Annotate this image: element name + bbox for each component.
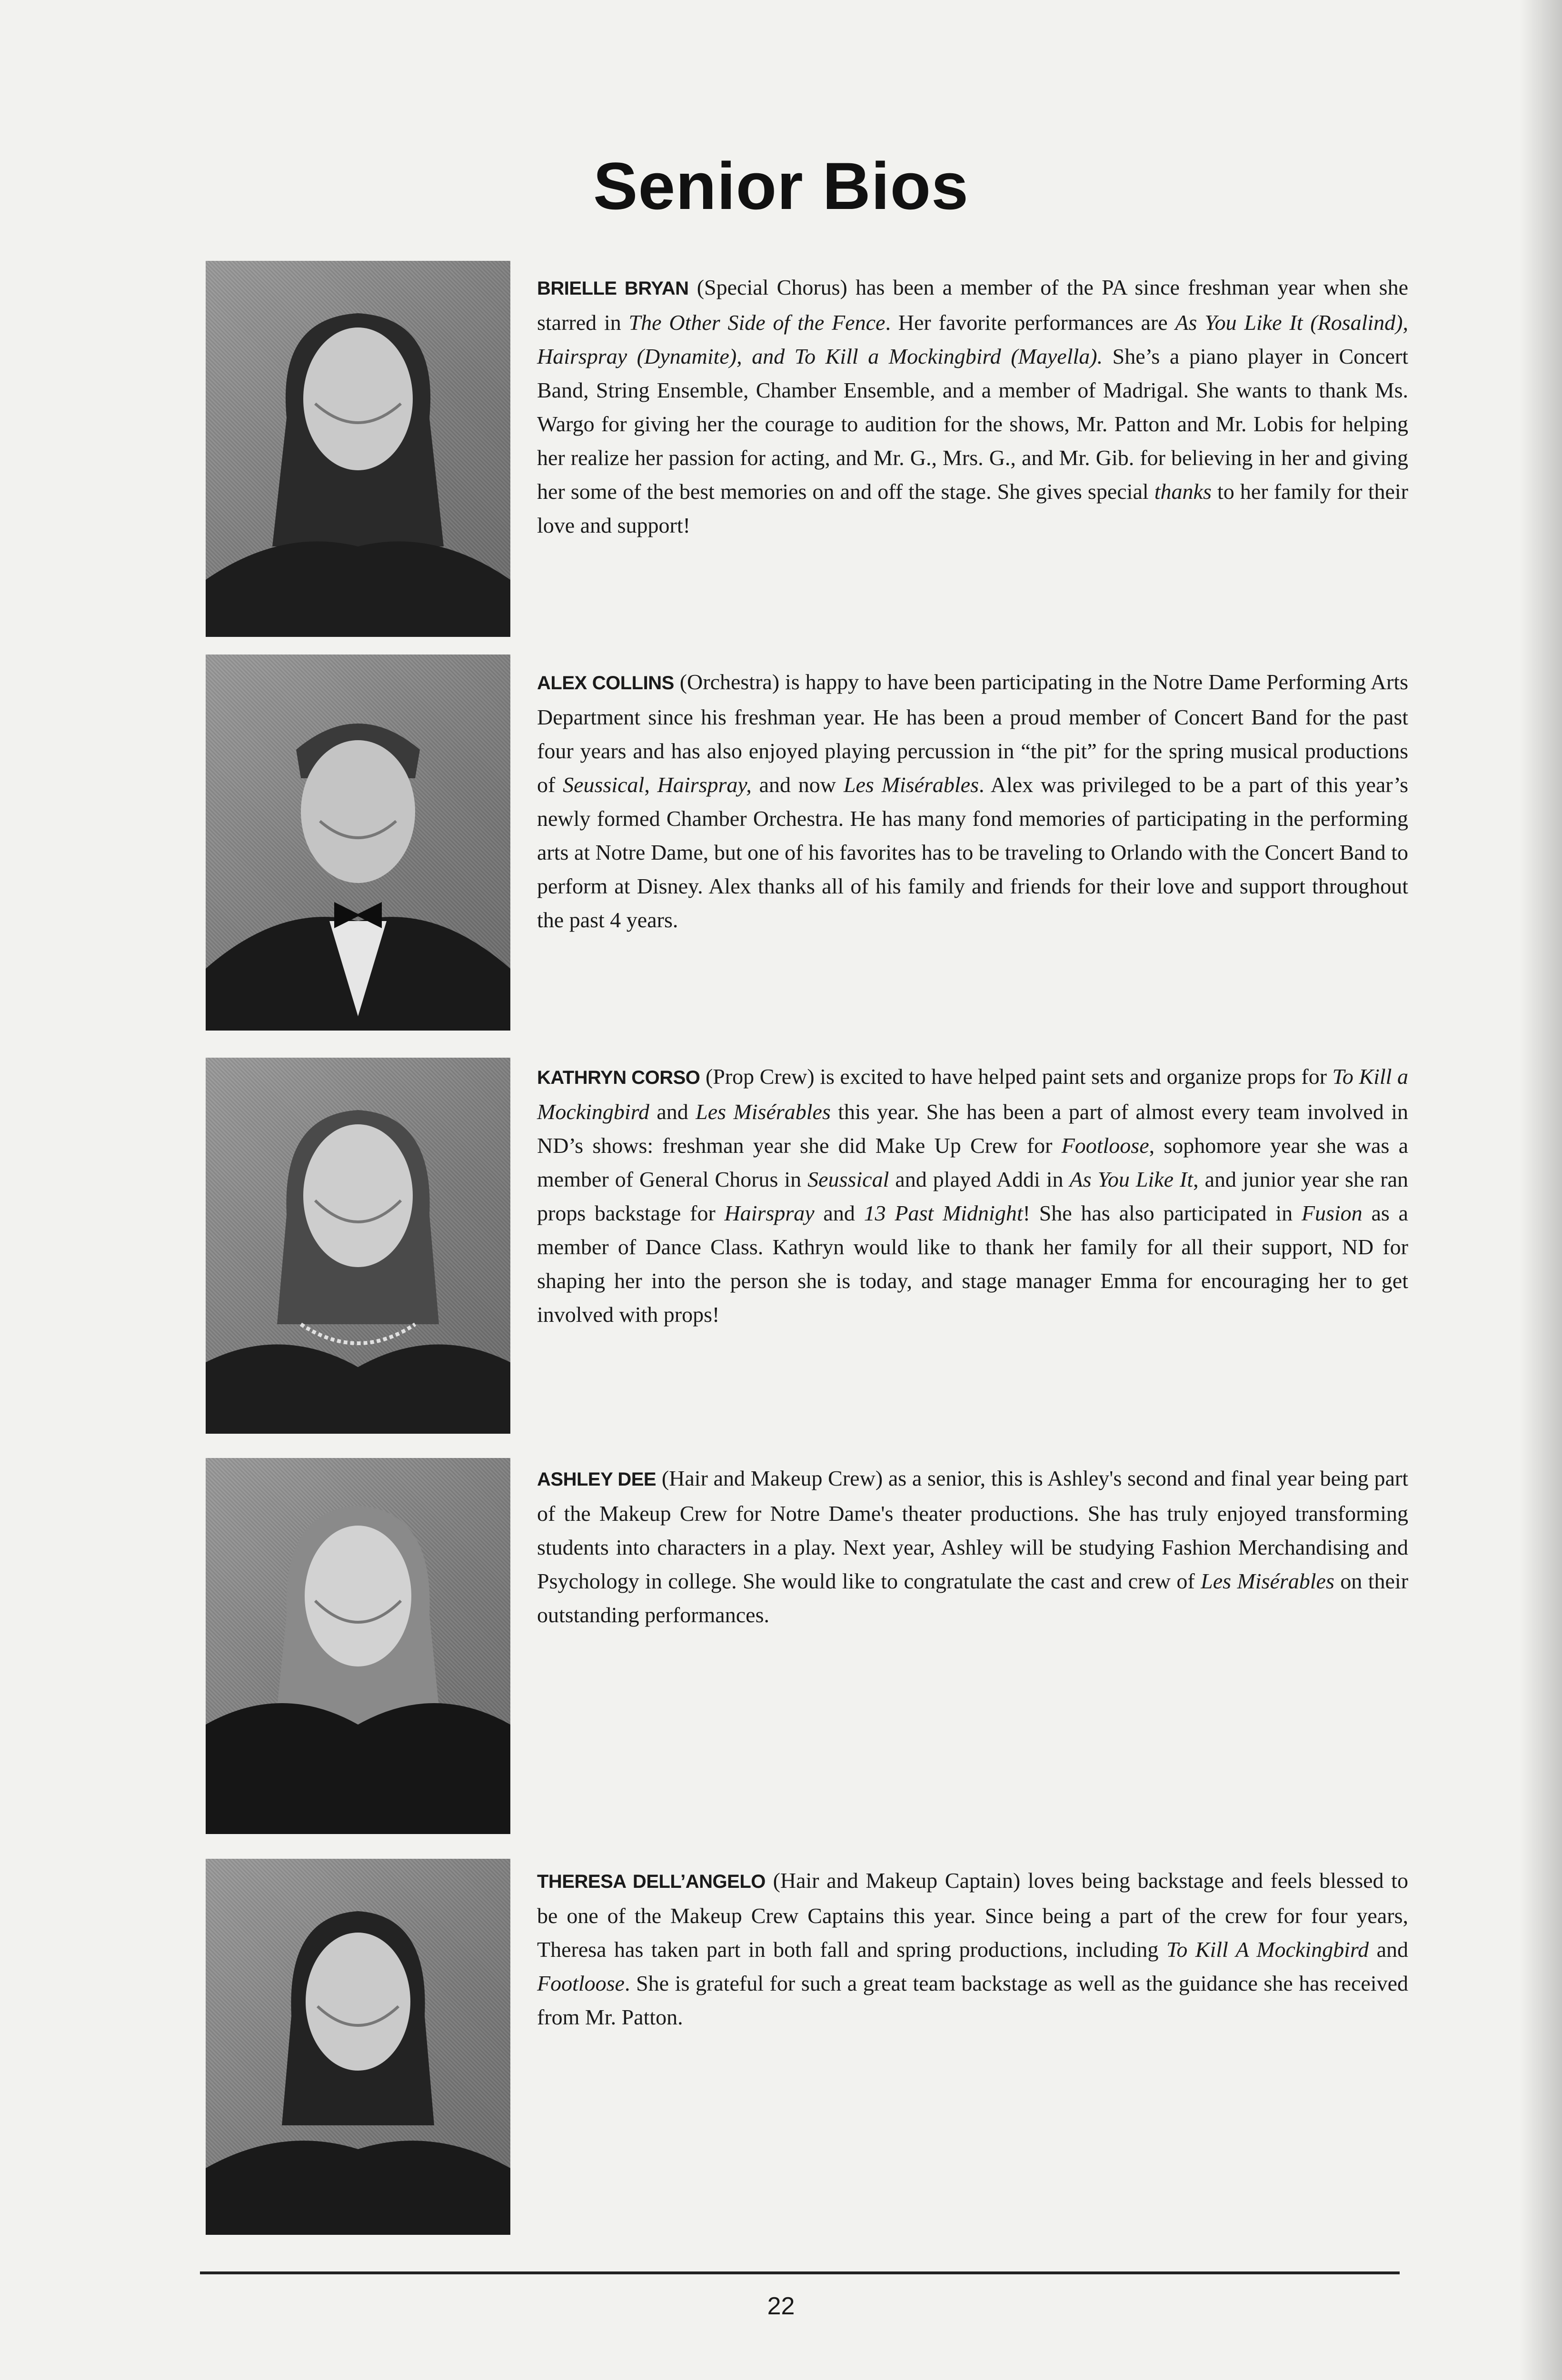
page-edge-shadow: [1519, 0, 1562, 2380]
bio-name: BRIELLE BRYAN: [537, 278, 689, 299]
senior-portrait-photo: [206, 1458, 510, 1834]
senior-portrait-photo: [206, 261, 510, 637]
bio-name: ALEX COLLINS: [537, 673, 674, 694]
footer-divider: [200, 2271, 1400, 2274]
bio-name: KATHRYN CORSO: [537, 1067, 700, 1088]
bio-brielle-bryan: BRIELLE BRYAN (Special Chorus) has been a member of the PA since freshman year when she starred in The Other Side of the Fence. Her favorite performances are As You Like It (Rosalind), Hairspray (Dynamite), and To Kill a Mockingbird (Mayella). She’s a piano player in Concert Band, String Ensemble, Chamber Ensemble, and a member of Madrigal. She wants to thank Ms. Wargo for giving her the courage to audition for the shows, Mr. Patton and Mr. Lobis for helping her realize her passion for acting, and Mr. G., Mrs. G., and Mr. Gib. for believing in her and giving her some of the best memories on and off the stage. She gives special thanks to her family for their love and support!: [537, 275, 1409, 537]
senior-portrait-photo: [206, 1859, 510, 2235]
bio-kathryn-corso: KATHRYN CORSO (Prop Crew) is excited to have helped paint sets and organize props for To Kill a Mockingbird and Les Misérables this year. She has been a part of almost every team involved in ND’s shows: freshman year she did Make Up Crew for Footloose, sophomore year she was a member of General Chorus in Seussical and played Addi in As You Like It, and junior year she ran props backstage for Hairspray and 13 Past Midnight! She has also participated in Fusion as a member of Dance Class. Kathryn would like to thank her family for all their support, ND for shaping her into the person she is today, and stage manager Emma for encouraging her to get involved with props!: [537, 1064, 1409, 1327]
senior-portrait-photo: [206, 654, 510, 1031]
bio-name: ASHLEY DEE: [537, 1469, 657, 1490]
bio-alex-collins: ALEX COLLINS (Orchestra) is happy to have been participating in the Notre Dame Performing Arts Department since his freshman year. He has been a proud member of Concert Band for the past four years and has also enjoyed playing percussion in “the pit” for the spring musical productions of Seussical, Hairspray, and now Les Misérables. Alex was privileged to be a part of this year’s newly formed Chamber Orchestra. He has many fond memories of participating in the performing arts at Notre Dame, but one of his favorites has to be traveling to Orlando with the Concert Band to perform at Disney. Alex thanks all of his family and friends for their love and support throughout the past 4 years.: [537, 670, 1409, 932]
senior-portrait-photo: [206, 1058, 510, 1434]
bio-theresa-dellangelo: THERESA DELL’ANGELO (Hair and Makeup Captain) loves being backstage and feels blessed to be one of the Makeup Crew Captains this year. Since being a part of the crew for four years, Theresa has taken part in both fall and spring productions, including To Kill A Mockingbird and Footloose. She is grateful for such a great team backstage as well as the guidance she has received from Mr. Patton.: [537, 1868, 1408, 2029]
bio-name: THERESA DELL’ANGELO: [537, 1871, 766, 1892]
page-number: 22: [767, 2292, 795, 2320]
page-title: Senior Bios: [593, 149, 969, 223]
bio-ashley-dee: ASHLEY DEE (Hair and Makeup Crew) as a senior, this is Ashley's second and final year being part of the Makeup Crew for Notre Dame's theater productions. She has truly enjoyed transforming students into characters in a play. Next year, Ashley will be studying Fashion Merchandising and Psychology in college. She would like to congratulate the cast and crew of Les Misérables on their outstanding performances.: [537, 1466, 1409, 1627]
